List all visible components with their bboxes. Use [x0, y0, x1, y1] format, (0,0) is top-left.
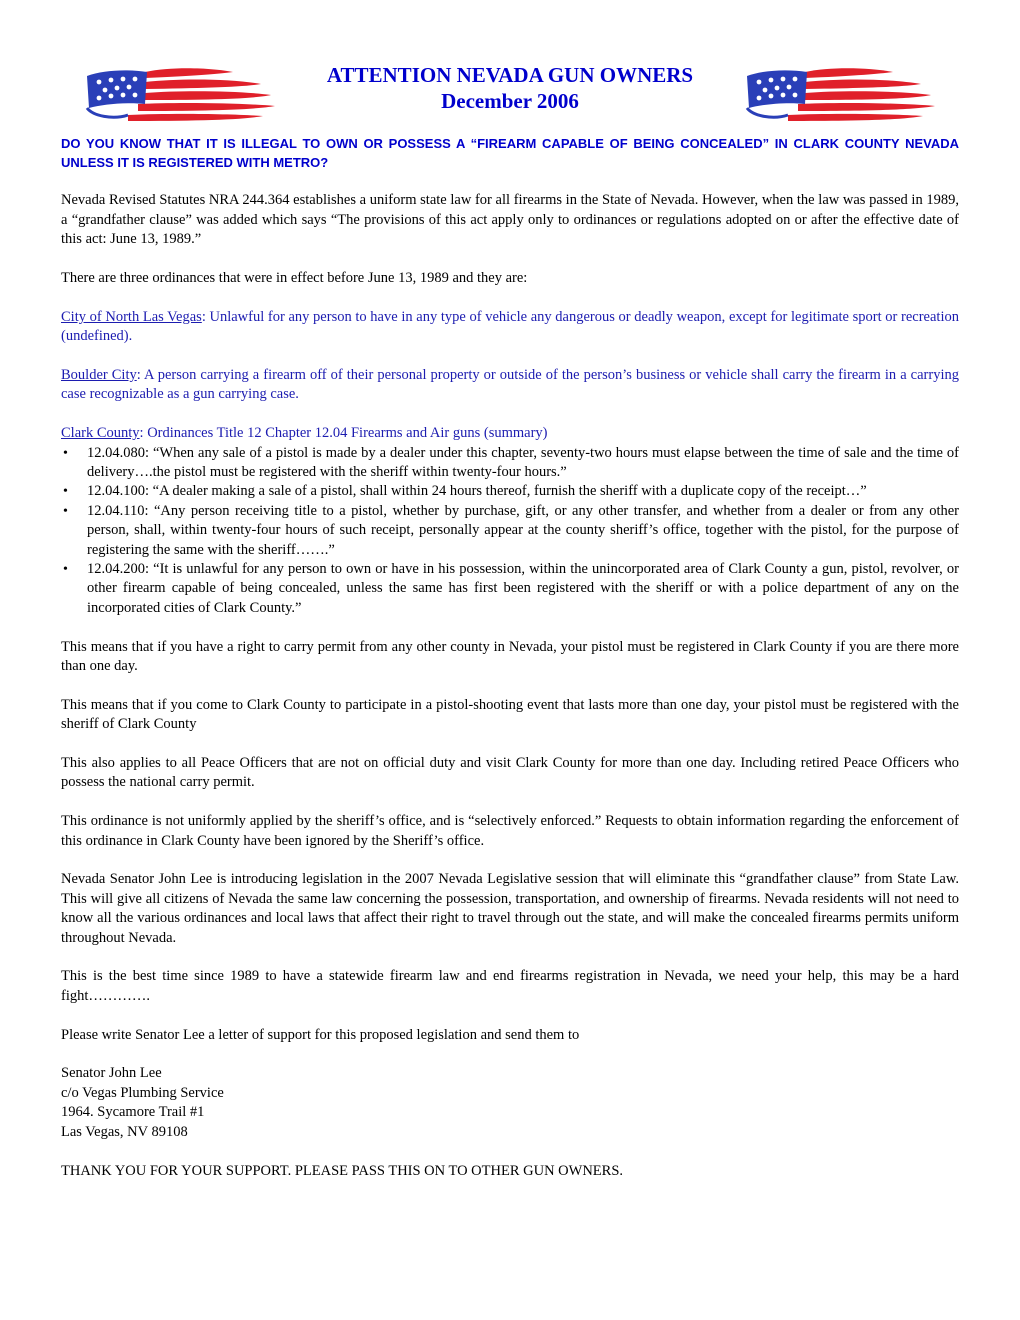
headline-question: DO YOU KNOW THAT IT IS ILLEGAL TO OWN OR POSSESS A “FIREARM CAPABLE OF BEING CONCEALED” IN CLARK COUNTY NEVADA UNLESS IT IS REGISTERED WITH METRO?: [61, 136, 959, 170]
ordinance-text: : Unlawful for any person to have in any type of vehicle any dangerous or deadly weapon, except for legitimate sport or recreation (undefined).: [61, 308, 959, 345]
address-line: Senator John Lee: [61, 1065, 162, 1082]
document-header: [61, 0, 959, 126]
ordinance-text: : A person carrying a firearm off of their personal property or outside of the person’s business or vehicle shall carry the firearm in a carrying case recognizable as a gun carrying case.: [61, 367, 959, 403]
paragraph-write-letter: Please write Senator Lee a letter of support for this proposed legislation and send them to: [61, 1026, 580, 1043]
ordinance-label: Boulder City: [61, 367, 137, 383]
mailing-address: [61, 1064, 959, 1142]
ordinance-text: : Ordinances Title 12 Chapter 12.04 Firearms and Air guns (summary): [139, 425, 548, 442]
list-item: • 12.04.080: “When any sale of a pistol is made by a dealer under this chapter, seventy-two hours must elapse between the time of sale and the time of delivery….the pistol must be registered with the sheriff within twenty-four hours.”: [87, 444, 959, 483]
paragraph-shooting-event: This means that if you come to Clark County to participate in a pistol-shooting event that lasts more than one day, your pistol must be registered with the sheriff of Clark County: [61, 696, 959, 733]
paragraph-senator-legislation: Nevada Senator John Lee is introducing legislation in the 2007 Nevada Legislative session that will eliminate this “grandfather clause” from State Law. This will give all citizens of Nevada the same law concerning the possession, transportation, and ownership of firearms. Nevada residents will not need to know all the various ordinances and local laws that affect their right to travel through out the state, and will make the concealed firearms permits uniform throughout Nevada.: [61, 871, 959, 946]
ordinance-label: City of North Las Vegas: [61, 308, 202, 325]
closing-line: THANK YOU FOR YOUR SUPPORT. PLEASE PASS THIS ON TO OTHER GUN OWNERS.: [61, 1162, 624, 1179]
page-date: December 2006: [441, 89, 579, 113]
ordinance-north-las-vegas: [61, 308, 959, 347]
paragraph-carry-permit: This means that if you have a right to carry permit from any other county in Nevada, your pistol must be registered in Clark County if you are there more than one day.: [61, 638, 959, 675]
ordinance-boulder-city: [61, 366, 959, 405]
address-line: 1964. Sycamore Trail #1: [61, 1104, 205, 1121]
ordinance-label: Clark County: [61, 425, 140, 442]
paragraph-selective-enforcement: This ordinance is not uniformly applied by the sheriff’s office, and is “selectively enforced.” Requests to obtain information regarding the enforcement of this ordinance in Clark County have been ignored by the Sheriff’s office.: [61, 813, 959, 849]
list-item: • 12.04.100: “A dealer making a sale of a pistol, shall within 24 hours thereof, furnish the sheriff with a duplicate copy of the receipt…”: [87, 482, 959, 501]
clark-county-ordinance-list: [61, 444, 959, 619]
document-page: [61, 0, 959, 1181]
address-line: c/o Vegas Plumbing Service: [61, 1084, 224, 1101]
american-flag-icon: [743, 64, 938, 122]
paragraph-nrs: Nevada Revised Statutes NRA 244.364 establishes a uniform state law for all firearms in the State of Nevada. However, when the law was passed in 1989, a “grandfather clause” was added which says “The provisions of this act apply only to ordinances or regulations adopted on or after the effective date of this act: June 13, 1989.”: [61, 192, 959, 248]
page-title: ATTENTION NEVADA GUN OWNERS: [326, 63, 694, 87]
list-item: • 12.04.200: “It is unlawful for any person to own or have in his possession, within the unincorporated area of Clark County a gun, pistol, revolver, or other firearm capable of being concealed, unless the same has first been registered with the sheriff or with a police department of any on the incorporated cities of Clark County.”: [87, 560, 959, 618]
paragraph-best-time: This is the best time since 1989 to have a statewide firearm law and end firearms registration in Nevada, we need your help, this may be a hard fight………….: [61, 968, 959, 1004]
ordinance-clark-county: [61, 424, 959, 443]
paragraph-three-ordinances: There are three ordinances that were in effect before June 13, 1989 and they are:: [61, 270, 528, 286]
address-line: Las Vegas, NV 89108: [61, 1123, 188, 1140]
paragraph-peace-officers: This also applies to all Peace Officers that are not on official duty and visit Clark County for more than one day. Including retired Peace Officers who possess the national carry permit.: [61, 755, 959, 791]
list-item: • 12.04.110: “Any person receiving title to a pistol, whether by purchase, gift, or any other transfer, and whether from a dealer or from any other person, shall, within twenty-four hours of such receipt, personally appear at the county sheriff’s office, together with the pistol, for the purpose of registering the same with the sheriff…….”: [87, 502, 959, 560]
